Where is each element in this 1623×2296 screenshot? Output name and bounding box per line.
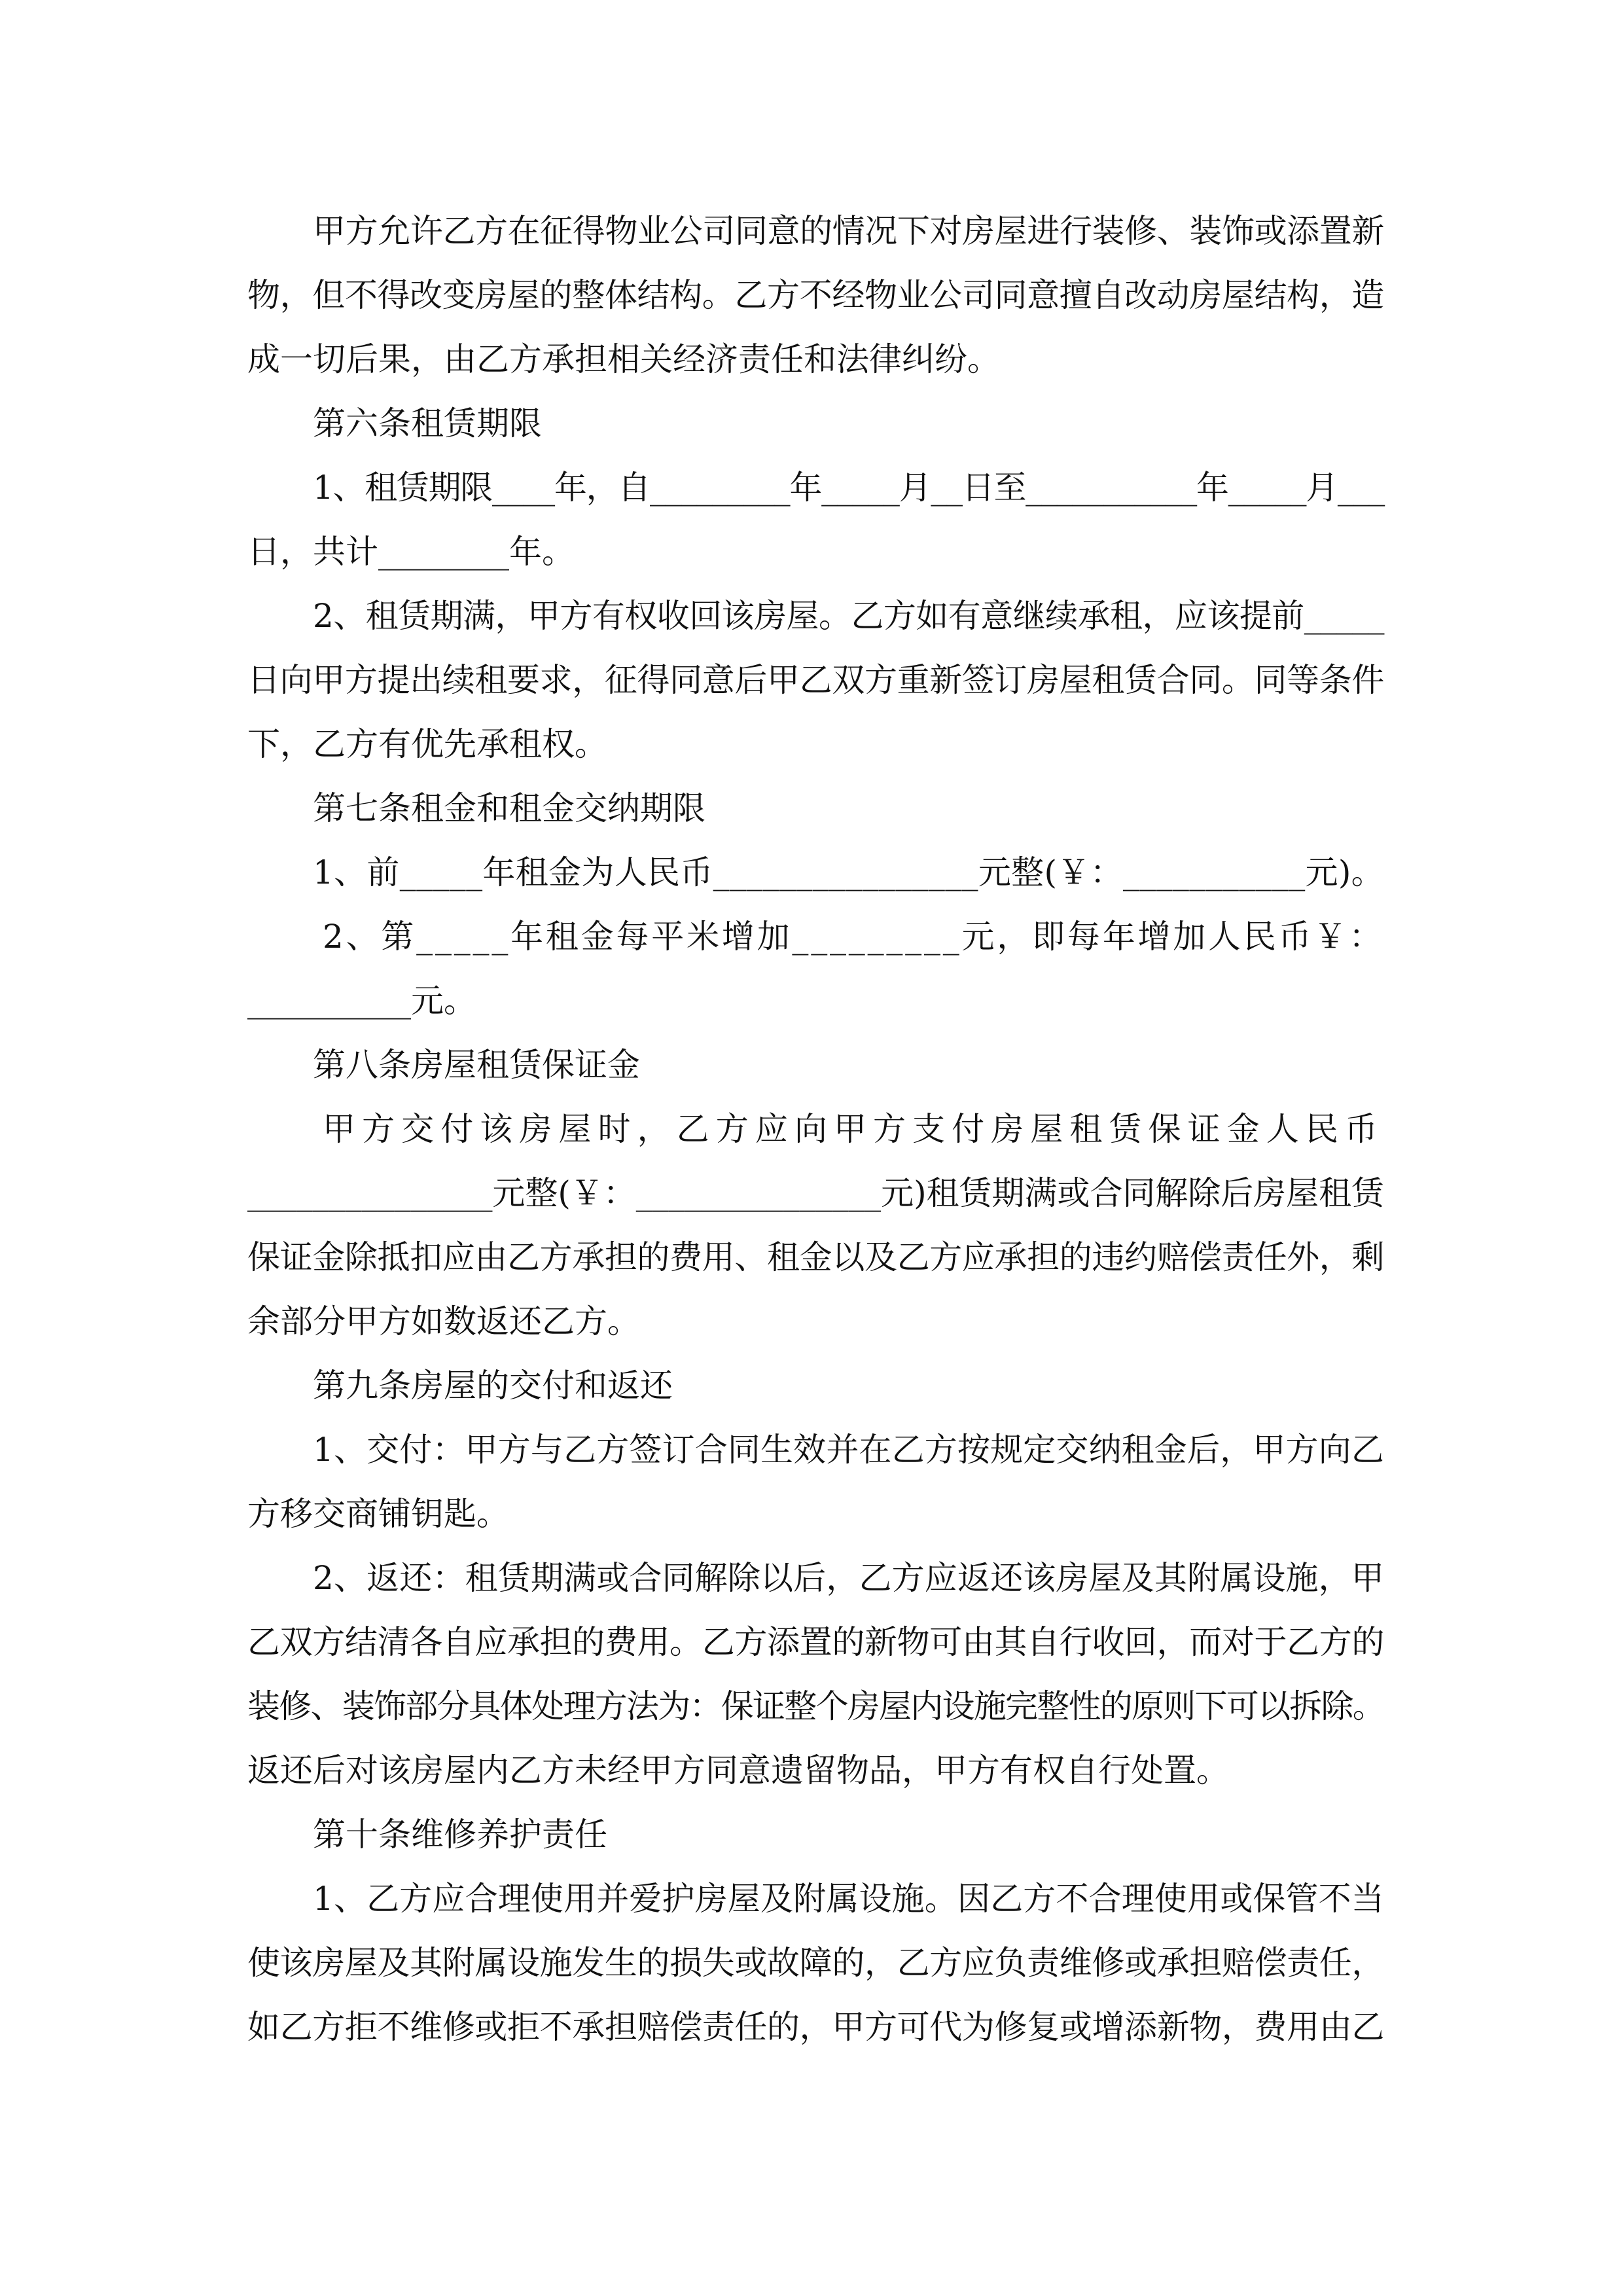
text-line-content: 1、前_____年租金为人民币________________元整(￥：___________元)。: [313, 853, 1384, 891]
text-line-content: 1、交付：甲方与乙方签订合同生效并在乙方按规定交纳租金后，甲方向乙: [313, 1431, 1384, 1469]
text-line: [247, 1610, 1384, 1674]
text-line-content: 乙双方结清各自应承担的费用。乙方添置的新物可由其自行收回，而对于乙方的: [247, 1623, 1384, 1661]
text-line-content: 余部分甲方如数返还乙方。: [247, 1302, 640, 1340]
text-line-content: 第十条维修养护责任: [313, 1816, 607, 1854]
text-line: [247, 1995, 1384, 2059]
contract-page: [247, 199, 1384, 2059]
text-line: [247, 1033, 1384, 1097]
text-line-content: 第九条房屋的交付和返还: [313, 1367, 673, 1405]
text-line: [247, 1482, 1384, 1546]
text-line: [247, 1161, 1384, 1225]
text-line-content: 装修、装饰部分具体处理方法为：保证整个房屋内设施完整性的原则下可以拆除。: [247, 1687, 1384, 1725]
text-line: [247, 1097, 1384, 1161]
text-line-content: 下，乙方有优先承租权。: [247, 725, 607, 763]
text-line-content: 2、第_____年租金每平米增加_________元，即每年增加人民币￥：: [323, 918, 1384, 956]
text-line-content: 如乙方拒不维修或拒不承担赔偿责任的，甲方可代为修复或增添新物，费用由乙: [247, 2008, 1384, 2046]
text-line: [247, 905, 1384, 969]
text-line-content: 日，共计________年。: [247, 533, 575, 571]
text-line: [247, 1546, 1384, 1610]
text-line-content: 方移交商铺钥匙。: [247, 1495, 509, 1533]
text-line: [247, 1931, 1384, 1995]
text-line: [247, 1225, 1384, 1289]
text-line-content: 第六条租赁期限: [313, 404, 542, 442]
text-line-content: 甲方允许乙方在征得物业公司同意的情况下对房屋进行装修、装饰或添置新: [313, 212, 1384, 250]
text-line: [247, 456, 1384, 520]
text-line-content: 成一切后果，由乙方承担相关经济责任和法律纠纷。: [247, 340, 1000, 378]
text-line: [247, 648, 1384, 712]
text-line: [247, 840, 1384, 905]
text-line: [247, 1674, 1384, 1738]
text-line-content: 保证金除抵扣应由乙方承担的费用、租金以及乙方应承担的违约赔偿责任外，剩: [247, 1238, 1384, 1276]
text-line: [247, 969, 1384, 1033]
text-line-content: 1、租赁期限____年，自_________年_____月__日至___________年_____月___: [313, 469, 1384, 507]
text-line-content: __________元。: [247, 982, 476, 1020]
text-line: [247, 263, 1384, 327]
text-line: [247, 776, 1384, 840]
text-line: [247, 1738, 1384, 1803]
text-line-content: 2、租赁期满，甲方有权收回该房屋。乙方如有意继续承租，应该提前_____: [313, 597, 1384, 635]
text-line-content: 2、返还：租赁期满或合同解除以后，乙方应返还该房屋及其附属设施，甲: [313, 1559, 1384, 1597]
text-line-content: 物，但不得改变房屋的整体结构。乙方不经物业公司同意擅自改动房屋结构，造: [247, 276, 1384, 314]
text-line: [247, 391, 1384, 456]
text-line-content: 使该房屋及其附属设施发生的损失或故障的，乙方应负责维修或承担赔偿责任，: [247, 1944, 1384, 1982]
text-line: [247, 199, 1384, 263]
text-line-content: 第八条房屋租赁保证金: [313, 1046, 640, 1084]
text-line: [247, 1803, 1384, 1867]
text-line: [247, 1418, 1384, 1482]
text-line: [247, 584, 1384, 648]
text-line: [247, 1354, 1384, 1418]
text-line: [247, 327, 1384, 391]
text-line-content: 第七条租金和租金交纳期限: [313, 789, 705, 827]
text-line: [247, 1289, 1384, 1354]
text-line: [247, 1867, 1384, 1931]
text-line-content: 日向甲方提出续租要求，征得同意后甲乙双方重新签订房屋租赁合同。同等条件: [247, 661, 1384, 699]
text-line-content: _______________元整(￥：_______________元)租赁期满或合同解除后房屋租赁: [247, 1174, 1384, 1212]
text-line-content: 甲方交付该房屋时，乙方应向甲方支付房屋租赁保证金人民币: [323, 1110, 1384, 1148]
text-line-content: 1、乙方应合理使用并爱护房屋及附属设施。因乙方不合理使用或保管不当: [313, 1880, 1384, 1918]
text-line-content: 返还后对该房屋内乙方未经甲方同意遗留物品，甲方有权自行处置。: [247, 1751, 1229, 1789]
text-line: [247, 520, 1384, 584]
text-line: [247, 712, 1384, 776]
